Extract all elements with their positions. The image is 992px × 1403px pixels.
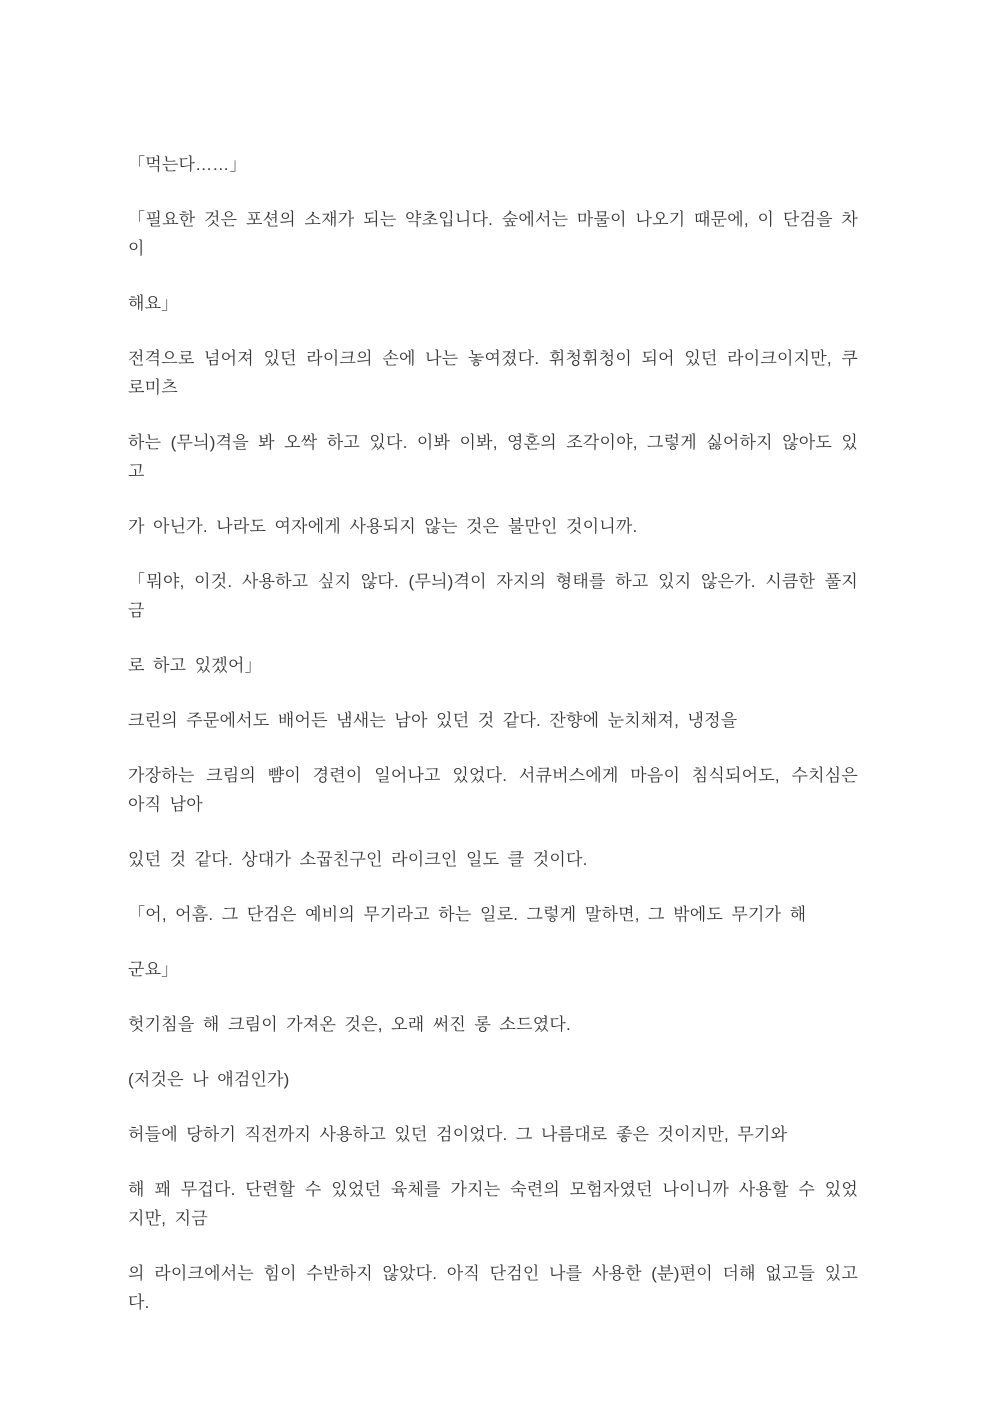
text-line: 「필요한 것은 포션의 소재가 되는 약초입니다. 숲에서는 마물이 나오기 때문에, 이 단검을 차 — [128, 210, 858, 229]
text-line: 군요」 — [128, 960, 179, 979]
text-line: 헛기침을 해 크림이 가져온 것은, 오래 써진 롱 소드였다. — [128, 1015, 571, 1034]
text-line: 해 꽤 무겁다. 단련할 수 있었던 육체를 가지는 숙련의 모험자였던 나이니까 사용할 수 있었 — [128, 1180, 858, 1199]
text-line: 의 라이크에서는 힘이 수반하지 않았다. 아직 단검인 나를 사용한 (분)편이 더해 없고들 있고 — [128, 1264, 858, 1283]
paragraph — [128, 1010, 858, 1039]
paragraph — [128, 1120, 858, 1149]
text-line: 아직 남아 — [128, 795, 203, 814]
text-line: 있던 것 같다. 상대가 소꿉친구인 라이크인 일도 클 것이다. — [128, 850, 588, 869]
document-body — [128, 150, 858, 1317]
paragraph — [128, 567, 858, 625]
paragraph — [128, 1175, 858, 1233]
paragraph — [128, 761, 858, 819]
paragraph — [128, 150, 858, 179]
text-line: 「먹는다……」 — [128, 155, 247, 174]
text-line: 하는 (무늬)격을 봐 오싹 하고 있다. 이봐 이봐, 영혼의 조각이야, 그렇게 싫어하지 않아도 있 — [128, 433, 858, 452]
text-line: 가 아닌가. 나라도 여자에게 사용되지 않는 것은 불만인 것이니까. — [128, 517, 638, 536]
paragraph — [128, 205, 858, 263]
text-line: 지만, 지금 — [128, 1209, 208, 1228]
paragraph — [128, 651, 858, 680]
text-line: 허들에 당하기 직전까지 사용하고 있던 검이었다. 그 나름대로 좋은 것이지만, 무기와 — [128, 1125, 788, 1144]
text-line: 로미츠 — [128, 378, 178, 397]
text-line: (저것은 나 애검인가) — [128, 1070, 290, 1089]
text-line: 「어, 어흠. 그 단검은 예비의 무기라고 하는 일로. 그렇게 말하면, 그 밖에도 무기가 해 — [128, 905, 807, 924]
paragraph — [128, 1065, 858, 1094]
paragraph — [128, 955, 858, 984]
paragraph — [128, 344, 858, 402]
paragraph — [128, 428, 858, 486]
paragraph — [128, 1259, 858, 1317]
text-line: 가장하는 크림의 뺨이 경련이 일어나고 있었다. 서큐버스에게 마음이 침식되어도, 수치심은 — [128, 766, 858, 785]
text-line: 로 하고 있겠어」 — [128, 656, 262, 675]
paragraph — [128, 512, 858, 541]
text-line: 「뭐야, 이것. 사용하고 싶지 않다. (무늬)격이 자지의 형태를 하고 있지 않은가. 시큼한 풀지금 — [128, 572, 858, 620]
text-line: 다. — [128, 1293, 150, 1312]
text-line: 크린의 주문에서도 배어든 냄새는 남아 있던 것 같다. 잔향에 눈치채져, 냉정을 — [128, 711, 738, 730]
paragraph — [128, 900, 858, 929]
text-line: 해요」 — [128, 294, 179, 313]
text-line: 고 — [128, 462, 145, 481]
paragraph — [128, 289, 858, 318]
text-line: 전격으로 넘어져 있던 라이크의 손에 나는 놓여졌다. 휘청휘청이 되어 있던 라이크이지만, 쿠 — [128, 349, 858, 368]
text-line: 이 — [128, 239, 145, 258]
paragraph — [128, 706, 858, 735]
paragraph — [128, 845, 858, 874]
